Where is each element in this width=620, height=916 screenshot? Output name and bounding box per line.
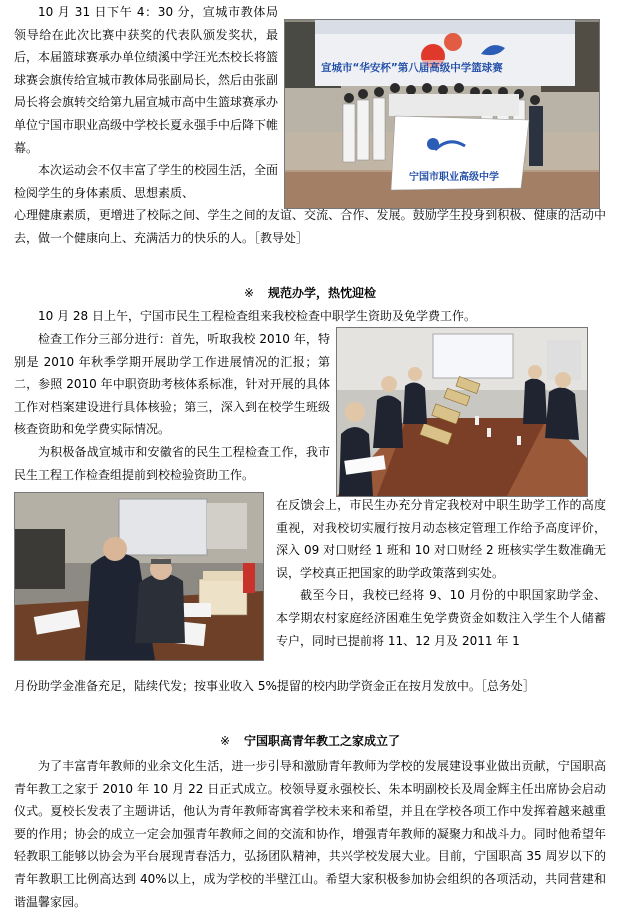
article1-text-full bbox=[14, 204, 606, 249]
article2-paragraph-3: 为积极备战宣城市和安徽省的民生工程检查工作，我市民生工程工作检查组提前到校检验资助工作。 bbox=[14, 444, 330, 482]
article1-paragraph-2-end: 心理健康素质，更增进了校际之间、学生之间的友谊、交流、合作、发展。鼓励学生投身到积极、健康的活动中去，做一个健康向上、充满活力的快乐的人。［教导处］ bbox=[14, 208, 606, 245]
banner-text: 宣城市“华安杯”第八届高级中学篮球赛 bbox=[321, 62, 503, 74]
article2-paragraph-2: 检查工作分三部分进行：首先，听取我校 2010 年，特别是 2010 年秋季学期开展助学工作进展情况的汇报；第二，参照 2010 年中职资助考核体系标准，针对开展的具体工作对档案建设进行具体核验；第三，深入到在校学生班级核查资助和免学费实际情况。 bbox=[14, 332, 330, 437]
article1-paragraph-1: 10 月 31 日下午 4：30 分，宣城市教体局领导给在此次比赛中获奖的代表队颁发奖状，最后，本届篮球赛承办单位绩溪中学汪光杰校长将篮球赛会旗传给宣城市教体局张副局长，然后由张副局长将会旗转交给第九届宣城市高中生篮球赛承办单位宁国市职业高级中学校长夏永强手中后降下帷幕。 bbox=[14, 5, 279, 155]
article2-heading-text: 规范办学，热忱迎检 bbox=[268, 286, 377, 300]
article2-paragraph-5-start: 截至今日，我校已经将 9、10 月份的中职国家助学金、本学期农村家庭经济困难生免学费资金如数注入学生个人储蓄专户，同时已提前将 11、12 月及 2011 年 1 bbox=[276, 588, 606, 648]
basketball-team-photo bbox=[284, 19, 600, 209]
article3-text bbox=[14, 755, 606, 913]
article2-paragraph-5-end: 月份助学金准备充足，陆续代发；按事业收入 5%提留的校内助学资金正在按月发放中。［总务处］ bbox=[14, 679, 535, 693]
document-review-photo bbox=[14, 492, 264, 661]
inspection-meeting-photo bbox=[336, 327, 588, 497]
flag-text: 宁国市职业高级中学 bbox=[409, 172, 499, 183]
article2-left-column bbox=[14, 328, 330, 486]
article2-heading bbox=[0, 282, 620, 305]
reference-mark-icon: ※ bbox=[219, 734, 231, 748]
article3-paragraph-1: 为了丰富青年教师的业余文化生活，进一步引导和激励青年教师为学校的发展建设事业做出贡献，宁国职高青年教工之家于 2010 年 10 月 22 日正式成立。校领导夏永强校长、朱本明副校长及周金辉主任出席协会启动仪式。夏校长发表了主题讲话，他认为青年教师寄寓着学校未来和希望，并且在学校各项工作中发挥着越来越重要的作用；协会的成立一定会加强青年教师之间的交流和协作，增强青年教师的凝聚力和战斗力。同时他希望年轻教职工能够以协会为平台展现青春活力，弘扬团队精神，共兴学校发展大业。目前，宁国职高 35 周岁以下的青年教职工比例高达到 40%以上，成为学校的半壁江山。希望大家积极参加协会组织的各项活动，共同营建和谐温馨家园。 bbox=[14, 759, 606, 909]
article3-heading-text: 宁国职高青年教工之家成立了 bbox=[244, 734, 401, 748]
article3-heading bbox=[0, 730, 620, 753]
article2-paragraph-1: 10 月 28 日上午，宁国市民生工程检查组来我校检查中职学生资助及免学费工作。 bbox=[38, 309, 476, 323]
article1-text-column bbox=[14, 1, 278, 204]
article1-paragraph-2-start: 本次运动会不仅丰富了学生的校园生活，全面检阅学生的身体素质、思想素质、 bbox=[14, 163, 279, 200]
reference-mark-icon: ※ bbox=[243, 286, 255, 300]
article2-right-column bbox=[276, 494, 606, 652]
article2-paragraph-4: 在反馈会上，市民生办充分肯定我校对中职生助学工作的高度重视，对我校切实履行按月动态核定管理工作给予高度评价，深入 09 对口财经 1 班和 10 对口财经 2 班核实学生数准确无误，学校真正把国家的助学政策落到实处。 bbox=[276, 498, 606, 580]
article2-bottom-text bbox=[14, 675, 606, 698]
article2-intro bbox=[14, 305, 606, 328]
